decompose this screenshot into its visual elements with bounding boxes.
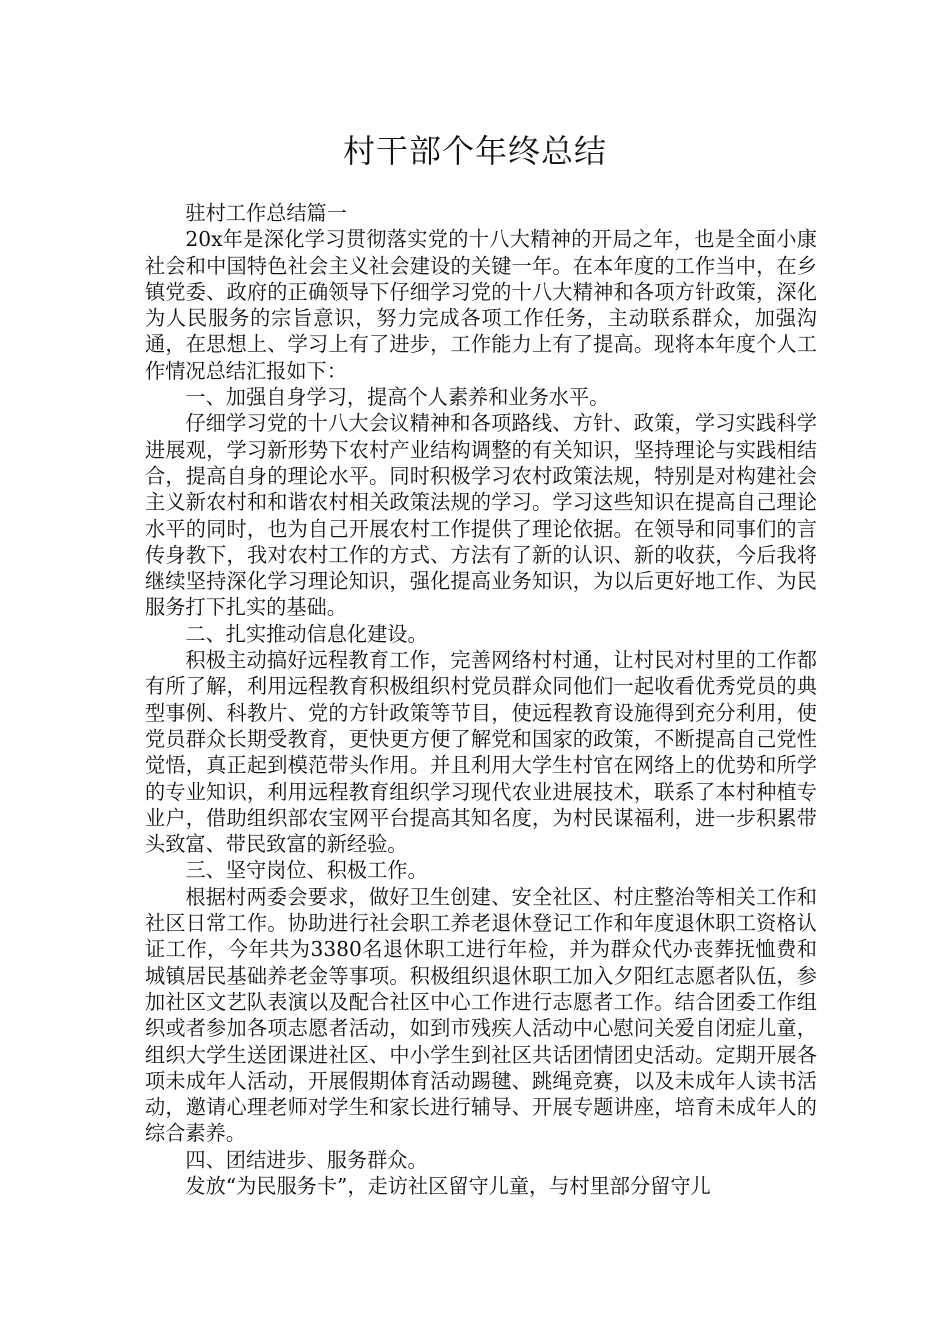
section-heading: 二、扎实推动信息化建设。 [185, 621, 428, 646]
section-heading: 一、加强自身学习，提高个人素养和业务水平。 [185, 385, 610, 410]
body-paragraph: 仔细学习党的十八大会议精神和各项路线、方针、政策，学习实践科学进展观，学习新形势下农村产业结构调整的有关知识，坚持理论与实践相结合，提高自身的理论水平。同时积极学习农村政策法规，特别是对构建社会主义新农村和和谐农村相关政策法规的学习。学习这些知识在提高自己理论水平的同时，也为自己开展农村工作提供了理论依据。在领导和同事们的言传身教下，我对农村工作的方式、方法有了新的认识、新的收获，今后我将继续坚持深化学习理论知识，强化提高业务知识，为以后更好地工作、为民服务打下扎实的基础。 [145, 411, 817, 620]
body-paragraph: 根据村两委会要求，做好卫生创建、安全社区、村庄整治等相关工作和社区日常工作。协助进行社会职工养老退休登记工作和年度退休职工资格认证工作，今年共为3380名退休职工进行年检，并为群众代办丧葬抚恤费和城镇居民基础养老金等事项。积极组织退休职工加入夕阳红志愿者队伍，参加社区文艺队表演以及配合社区中心工作进行志愿者工作。结合团委工作组织或者参加各项志愿者活动，如到市残疾人活动中心慰问关爱自闭症儿童，组织大学生送团课进社区、中小学生到社区共话团情团史活动。定期开展各项未成年人活动，开展假期体育活动踢毽、跳绳竞赛，以及未成年人读书活动，邀请心理老师对学生和家长进行辅导、开展专题讲座，培育未成年人的综合素养。 [145, 884, 817, 1146]
document-title: 村干部个年终总结 [342, 132, 607, 170]
section-heading: 驻村工作总结篇一 [185, 201, 347, 225]
body-paragraph: 积极主动搞好远程教育工作，完善网络村村通，让村民对村里的工作都有所了解，利用远程教育积极组织村党员群众同他们一起收看优秀党员的典型事例、科教片、党的方针政策等节目，使远程教育设施得到充分利用，使党员群众长期受教育，更快更方便了解党和国家的政策，不断提高自己党性觉悟，真正起到模范带头作用。并且利用大学生村官在网络上的优势和所学的专业知识，利用远程教育组织学习现代农业进展技术，联系了本村种植专业户，借助组织部农宝网平台提高其知名度，为村民谋福利，进一步积累带头致富、带民致富的新经验。 [145, 648, 817, 857]
body-paragraph: 20x年是深化学习贯彻落实党的十八大精神的开局之年，也是全面小康社会和中国特色社会主义社会建设的关键一年。在本年度的工作当中，在乡镇党委、政府的正确领导下仔细学习党的十八大精神和各项方针政策，深化为人民服务的宗旨意识，努力完成各项工作任务，主动联系群众，加强沟通，在思想上、学习上有了进步，工作能力上有了提高。现将本年度个人工作情况总结汇报如下： [145, 227, 817, 383]
document-body [145, 200, 817, 1199]
section-heading: 三、坚守岗位、积极工作。 [185, 858, 428, 883]
section-heading: 四、团结进步、服务群众。 [185, 1147, 428, 1172]
body-paragraph: 发放“为民服务卡”，走访社区留守儿童，与村里部分留守儿 [185, 1173, 711, 1198]
